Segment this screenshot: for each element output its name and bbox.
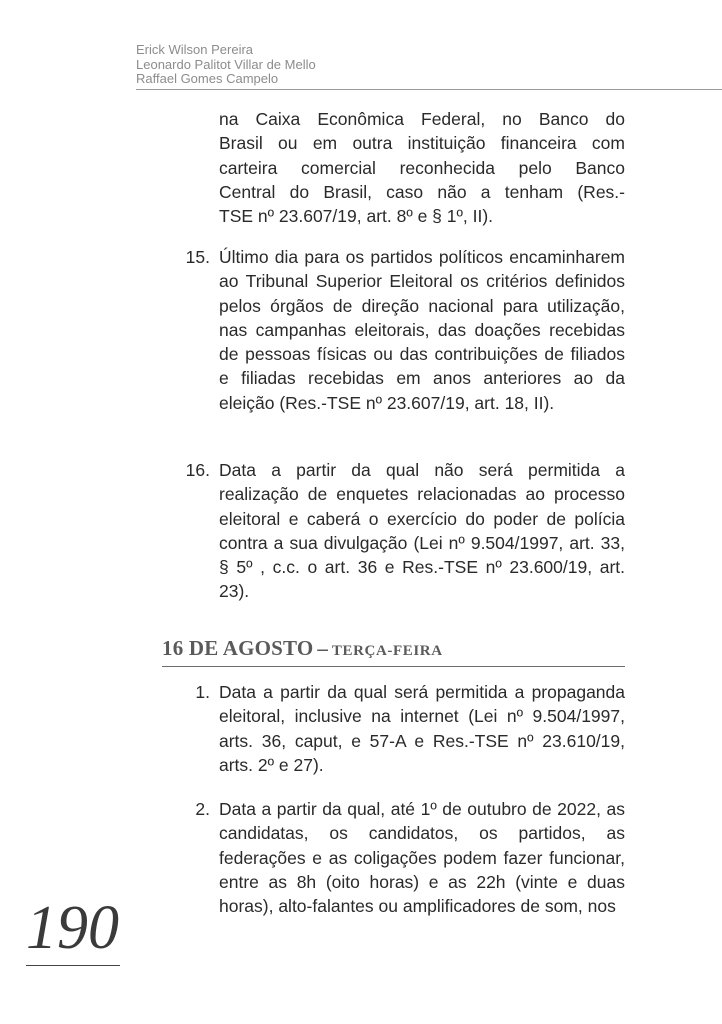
item-text: Data a partir da qual, até 1º de outubro de 2022, as candidatas, os candidatos, os partidos, as federações e as coligações podem fazer funcionar, entre as 8h (oito horas) e as 22h (vinte e duas horas), alto-falantes ou amplificadores de som, nos (219, 799, 625, 917)
continued-paragraph (219, 107, 625, 228)
section-heading (162, 636, 625, 661)
item-number: 1. (195, 682, 210, 702)
item-text: Data a partir da qual será permitida a propaganda eleitoral, inclusive na internet (Lei nº 9.504/1997, arts. 36, caput, e 57-A e Res.-TSE nº 23.610/19, arts. 2º e 27). (219, 682, 625, 775)
item-number: 15. (185, 247, 210, 267)
item-text: Último dia para os partidos políticos encaminharem ao Tribunal Superior Eleitoral os critérios definidos pelos órgãos de direção nacional para utilização, nas campanhas eleitorais, das doações recebidas de pessoas físicas ou das contribuições de filiados e filiadas recebidas em anos anteriores ao da eleição (Res.-TSE nº 23.607/19, art. 18, II). (219, 247, 625, 413)
page-number: 190 (26, 894, 119, 962)
section-date: 16 DE AGOSTO (162, 636, 314, 660)
text-line: carteira comercial reconhecida pelo Banco (219, 157, 625, 178)
author-name: Erick Wilson Pereira (136, 42, 254, 57)
page-number-rule (26, 965, 120, 966)
text-line: Central do Brasil, caso não a tenham (Res.- (219, 181, 625, 202)
section-weekday: TERÇA-FEIRA (331, 643, 443, 659)
author-name: Leonardo Palitot Villar de Mello (136, 56, 316, 72)
author-name: Raffael Gomes Campelo (136, 71, 279, 86)
header-divider (136, 89, 722, 90)
item-text: Data a partir da qual não será permitida a realização de enquetes relacionadas ao processo eleitoral e caberá o exercício do poder de polícia contra a sua divulgação (Lei nº 9.504/1997, art. 33, § 5º , c.c. o art. 36 e Res.-TSE nº 23.600/19, art. 23). (219, 460, 625, 602)
item-number: 16. (185, 460, 210, 480)
text-line: na Caixa Econômica Federal, no Banco do (219, 109, 625, 129)
section-divider (162, 666, 625, 667)
section-dash: – (317, 636, 328, 660)
text-line: TSE nº 23.607/19, art. 8º e § 1º, II). (219, 206, 494, 227)
item-number: 2. (195, 799, 210, 819)
running-head (136, 43, 316, 87)
text-line: Brasil ou em outra instituição financeira com (219, 133, 625, 154)
